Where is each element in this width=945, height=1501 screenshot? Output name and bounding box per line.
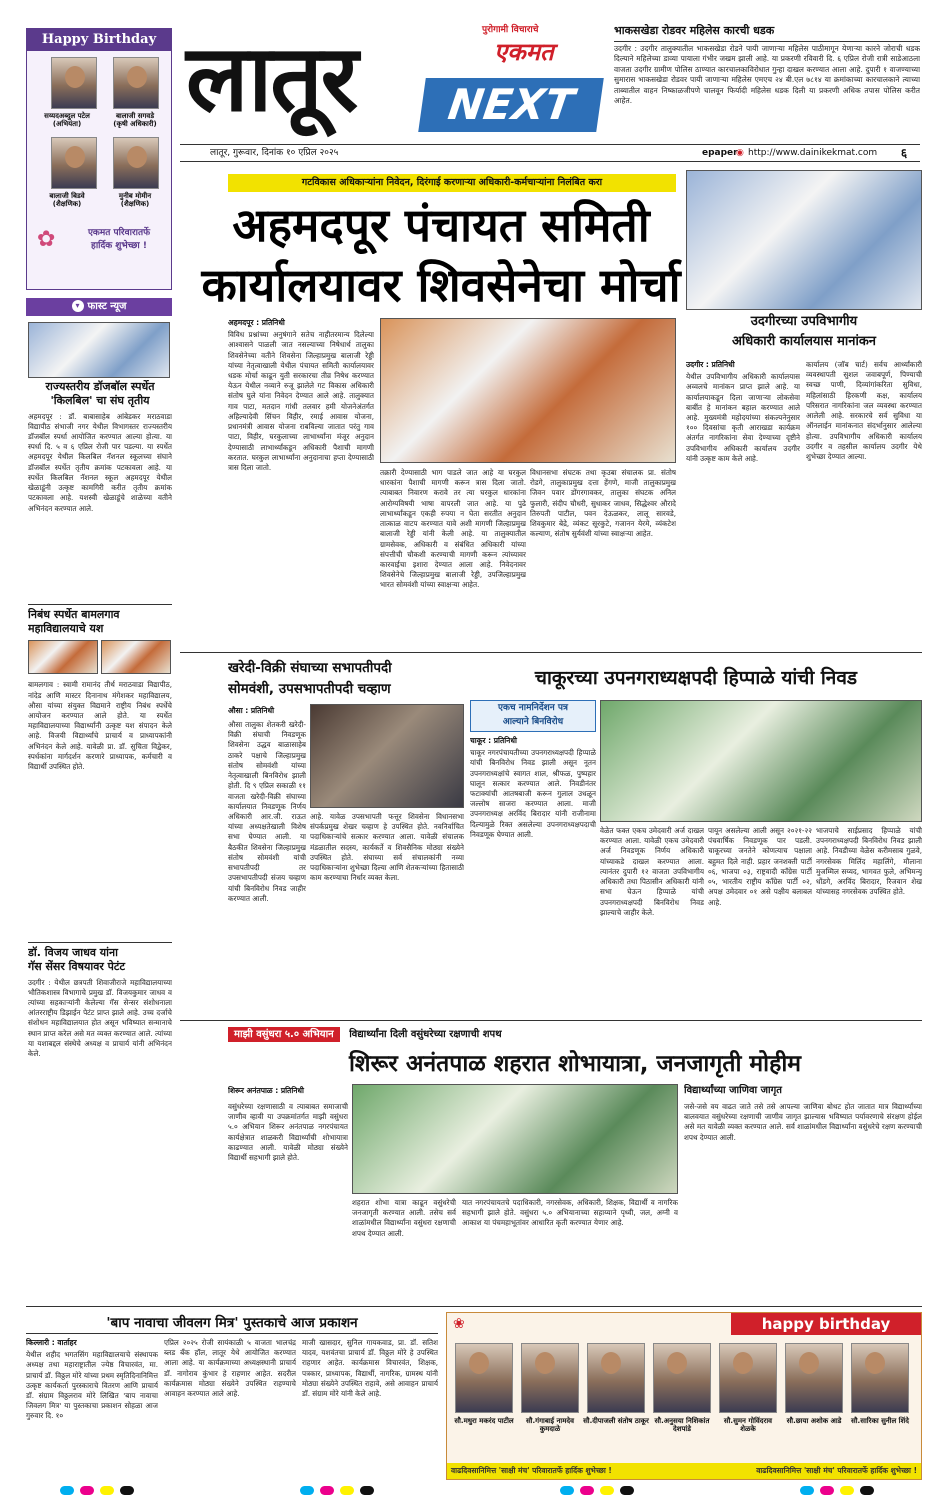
main-col-3	[530, 468, 676, 648]
main-text-3: विधानसभा संघटक तथा कृउबा संचालक प्रा. संतोष रोडगे, तालुकाप्रमुख दत्ता हेंगणे, माजी तालुकाप्रमुख जिवन पवार डोंगरगावकर, तालुका संघटक अनिल फुलारी, संदीप चौधरी, सुधाकर जाधव, सिद्धेश्वर औरादे तिरुपती पाटील, पवन देऊळकर, लालू सारवडे, शिवकुमार बेद्रे, व्यंकट सूरकुटे, गजानन येरमे, व्यंकटेश कल्याण, संतोष सुर्यवंशी यांच्या स्वाक्षऱ्या आहेत.	[530, 468, 676, 539]
shirur-kicker-text: विद्यार्थ्यांना दिली वसुंधरेच्या रक्षणाची शपथ	[349, 1029, 502, 1040]
main-text-2: तक्रारी देण्यासाठी भाग पाडले जात आहे या घरकुल धारकांना पैशाची मागणी करून त्रास दिला जातो. त्याबाबत निवारण करावे तर त्या घरकुल धारकांना आरोग्यविषयी भाषा वापरली जात आहे. या पुढे लाभार्थ्यांकडून एकही रुपया न घेता सरतीत अनुदान तात्काळ वाटप करण्यात यावे अशी मागणी जिल्हाप्रमुख बालाजी रेड्डी यांनी केली आहे. या तालुक्यातील ग्रामसेवक, अधिकारी व संबंधित अधिकारी यांच्या संपत्तीची चौकशी करण्याची मागणी करून त्यांच्यावर कारवाईचा इशारा देण्यात आला आहे. निवेदनावर शिवसेनेचे जिल्हाप्रमुख बालाजी रेड्डी, उपजिल्हाप्रमुख भारत सोमवंशी यांच्या स्वाक्षऱ्या आहेत.	[380, 468, 526, 590]
shirur-kicker-bar	[228, 1026, 922, 1044]
udgir-text-2: कार्यालय (जॉब चार्ट) सर्वच आर्थ्यांकारी व्यवस्थापती सुशल जवाबपूर्ण, पिण्याची स्वच्छ पाणी, दिव्यांगांकरिता सुविधा, महिलांसाठी हिरकणी कक्ष, कार्यालय परिसरात नागरिकांना जल व्यवस्था करण्यात आलेली आहे. सरकारचे सर्व सुविधा या ऑनलाईन मानांकनात संदर्भानुसार आलेल्या होत्या. उपविभागीय अधिकारी कार्यालय उदगीर व तहसील कार्यालय उदगीर येथे शुभेच्छा देण्यात आल्या.	[806, 360, 922, 461]
udgir-award-photo	[686, 170, 922, 310]
chakur-col-1	[470, 736, 596, 1016]
patent-headline: डॉ. विजय जाधव यांना गॅस सेंसर विषयावर पेटंट	[28, 946, 125, 974]
purchase-headline: खरेदी-विक्री संघाच्या सभापतीपदी सोमवंशी, उपसभापतीपदी चव्हाण	[228, 660, 392, 697]
chakur-text-4: भाजपाचे साईप्रसाद हिप्पाळे यांची उपनगराध्यक्षपदी बिनविरोध निवड झाली आहे. निवडीच्या वेळेस करीमसाब गुळवे, नगरसेवक मिलिंद महालिंगे, मौलाना मुजम्मिल सय्यद, भागवत फुले, अभिमन्यू धोंडगे, अरविंद बिरादार, रिजवान शेख यांच्यासह नगरसेवक उपस्थित होते.	[816, 826, 922, 897]
main-kicker: गटविकास अधिकाऱ्यांना निवेदन, दिरंगाई करणाऱ्या अधिकारी-कर्मचाऱ्यांना निलंबित करा	[228, 174, 676, 192]
birthday-photo-2	[113, 57, 159, 109]
dateline: लातूर, गुरूवार, दिनांक १० एप्रिल २०२५	[210, 148, 339, 158]
shirur-kicker-label: माझी वसुंधरा ५.० अभियान	[228, 1027, 340, 1042]
fast-news-bar: ▾ फास्ट न्यूज	[26, 298, 172, 316]
shirur-col-3	[462, 1198, 678, 1302]
patent-story	[28, 946, 172, 1100]
purchase-text-1: औसा तालुका शेतकरी खरेदी-विक्री संघाची निवडणूक शिवसेना उद्धव बाळासाहेब ठाकरे पक्षाचे जिल्हाप्रमुख संतोष सोमवंशी यांच्या नेतृत्वाखाली बिनविरोध झाली होती. दि ९ एप्रिल सकाळी ११ वाजता खरेदी-विक्री संघाच्या कार्यालयात निवडणूक निर्णय अधिकारी आर.जी. राऊत यांच्या अध्यक्षतेखाली विशेष सभा घेण्यात आली. या बैठकीत शिवसेना जिल्हाप्रमुख संतोष सोमवंशी यांची सभापतीपदी तर उपसभापतीपदी संजय चव्हाण यांची बिनविरोध निवड जाहीर करण्यात आली.	[228, 720, 306, 903]
shirur-col-4	[684, 1102, 922, 1302]
purchase-text-2: आहे. यावेळ उपसभापती फत्तूर शिवसेना विधानसभा संपर्कप्रमुख शेखर चव्हाण हे उपस्थित होते. नवनिर्वाचित पदाधिकाऱ्यांचे सत्कार करण्यात आला. यावेळी संचालक मंडळातील सदस्य, कार्यकर्ते व शिवसैनिक मोठ्या संख्येने उपस्थित होते. संघाच्या सर्व संचालकांनी नव्या पदाधिकाऱ्यांना शुभेच्छा दिल्या आणि शेतकऱ्यांच्या हितासाठी काम करण्याचा निर्धार व्यक्त केला.	[310, 812, 464, 883]
udgir-headline: उदगीरच्या उपविभागीय अधिकारी कार्यालयास मानांकन	[731, 314, 877, 350]
udgir-byline: उदगीर : प्रतिनिधी	[686, 360, 735, 369]
patent-text: उदगीर : येथील छत्रपती शिवाजीराजे महाविद्यालयाच्या भौतिकशास्त्र विभागाचे प्रमुख डॉ. विजयकुमार जाधव व त्यांच्या सहकाऱ्यांनी केलेल्या गॅस सेन्सर संशोधनाला आंतरराष्ट्रीय डिझाईन पेटंट प्राप्त झाले आहे. उच्च दर्जाचे संशोधन महाविद्यालयात होत असून भविष्यात सन्मानाचे स्थान प्राप्त करेल असे मत व्यक्त करण्यात आले. त्यांच्या या यशाबद्दल संस्थेचे अध्यक्ष व प्राचार्य यांनी अभिनंदन केले.	[28, 977, 172, 1059]
shirur-byline: शिरूर अनंतपाळ : प्रतिनिधी	[228, 1086, 304, 1095]
shirur-text-4: जसे-जसे वय वाढत जाते तसे तसे आपल्या जाणिवा बोथट होत जातात मात्र विद्यार्थ्यांच्या बालवयात वसुंधरेच्या रक्षणाची जाणीव जागृत झाल्यास भविष्यात पर्यावरणाचे संरक्षण होईल असे मत यावेळी व्यक्त करण्यात आले. सर्व शाळांमधील विद्यार्थ्यांना वसुंधरेचे रक्षण करण्याची शपथ देण्यात आली.	[684, 1102, 922, 1142]
chakur-col-3	[708, 826, 812, 1016]
bottom-photo-7	[851, 1343, 909, 1413]
chakur-text-1: चाकूर नगरपंचायतीच्या उपनगराध्यक्षपदी हिप्पाळे यांची बिनविरोध निवड झाली असून नूतन उपनगराध्यक्षांचे स्वागत शाल, श्रीफळ, पुष्पहार घालून सत्कार करण्यात आले. निवडीनंतर फटाक्यांची आतषबाजी करून गुलाल उधळून जल्लोष साजरा करण्यात आला. माजी उपनगराध्यक्ष अरविंद बिरादार यांनी राजीनामा दिल्यामुळे रिक्त असलेल्या उपनगराध्यक्षपदाची निवडणूक घेण्यात आली.	[470, 748, 596, 839]
dodgeball-headline: राज्यस्तरीय डॉजबॉल स्पर्धेत 'किलबिल' चा संघ तृतीय	[45, 380, 155, 408]
dateline-bar	[180, 144, 920, 162]
shirur-text-3: यात नगरपंचायतचे पदाधिकारी, नगरसेवक, अधिकारी, शिक्षक, विद्यार्थी व नागरिक सहभागी झाले होते. वसुंधरा ५.० अभियानाच्या सहाय्याने पृथ्वी, जल, अग्नी व आकाश या पंचमहाभूतांवर आधारित कृती करण्यात येणार आहे.	[462, 1198, 678, 1228]
dodgeball-story	[28, 380, 172, 600]
bottom-name-1: सौ.मधुरा मकरंद पाटील	[454, 1417, 514, 1425]
bottom-photo-5	[719, 1343, 777, 1413]
book-headline: 'बाप नावाचा जीवलग मित्र' पुस्तकाचे आज प्रकाशन	[26, 1312, 438, 1334]
chakur-text-2: वेळेत फक्त एकच उमेदवारी अर्ज दाखल करण्यात आला. यावेळी एकच उमेदवारी अर्ज निवडणूक निर्णय अधिकारी यांच्याकडे दाखल करण्यात आला. त्यानंतर दुपारी १२ वाजता उपविभागीय अधिकारी तथा पिठासीन अधिकारी यांनी सभा घेऊन हिप्पाळे यांची उपनगराध्यक्षपदी बिनविरोध निवड झाल्याचे जाहीर केले.	[600, 826, 704, 917]
shirur-sub: विद्यार्थ्यांच्या जाणिवा जागृत	[684, 1085, 782, 1096]
essay-story	[28, 608, 172, 938]
main-rally-photo	[380, 318, 676, 463]
birthday-photo-3	[51, 137, 97, 189]
balloon-icon: ❀	[453, 1316, 465, 1332]
bottom-photo-6	[785, 1343, 843, 1413]
book-text-2: एप्रिल २०२५ रोजी सायंकाळी ५ वाजता भालचंद्र ब्लड बँक हॉल, लातूर येथे आयोजित करण्यात आला आहे. या कार्यक्रमाच्या अध्यक्षस्थानी प्राचार्य डॉ. नागोराव कुंभार हे राहणार आहेत. सदरील कार्यक्रमास मोठ्या संख्येने उपस्थित राहण्याचे आवाहन करण्यात आले आहे.	[164, 1338, 296, 1399]
shirur-photo	[352, 1084, 678, 1194]
birthday-photo-4	[113, 137, 159, 189]
main-text-1: विविध प्रश्नांच्या अनुषंगाने सतेच नाहीतरमान्य दिलेल्या आश्वासने पाळली जात नसल्याच्या निषेधार्थ तालुका शिवसेनेच्या वतीने शिवसेना जिल्हाप्रमुख बालाजी रेड्डी यांच्या नेतृत्वाखाली येथील पंचायत समिती कार्यालयावर धडक मोर्चा काढून युती सरकारचा तीव्र निषेध करण्यात येऊन येथील नव्याने रुजू झालेले गट विकास अधिकारी संतोष घुले यांना निवेदन देण्यात आले आहे. तालुक्यात गाव पाटा, मतदान गांधी तलवार हमी योजनेअंतर्गत अहिल्यादेवी सिंचन विहीर, रमाई आवास योजना, प्रधानमंत्री आवास योजना राबविल्या जातात परंतु गाव पाटा, विहीर, घरकुलाच्या लाभार्थ्यांना मंजूर अनुदान देण्यासाठी लाभार्थ्यांकडून अधिकारी पैशाची मागणी करतात. घरकुल लाभार्थ्यांना अनुदानाचा हप्ता देण्यासाठी त्रास दिला जातो.	[228, 330, 374, 472]
essay-photo-2	[101, 640, 171, 674]
bottom-name-4: सौ.अनुसया निशिकांत देशपांडे	[654, 1417, 710, 1434]
book-text-3: माजी खासदार, सुनिल गायकवाड, प्रा. डॉ. सतिश यादव, यशवंतचा प्राचार्य डॉ. विठ्ठल मोरे हे उपस्थित राहणार आहेत. कार्यक्रमास विचारवंत, शिक्षक, पत्रकार, प्राध्यापक, विद्यार्थी, नागरिक, ग्रामस्थ यांनी मोठ्या संख्येने उपस्थित राहावे, असे आवाहन प्राचार्य डॉ. संग्राम मोरे यांनी केले आहे.	[302, 1338, 438, 1399]
book-col-3	[302, 1338, 438, 1478]
essay-photo-1	[28, 640, 98, 674]
main-headline-2: कार्यालयावर शिवसेनेचा मोर्चा	[201, 258, 681, 312]
bottom-name-6: सौ.छाया अशोक आडे	[786, 1417, 842, 1425]
chakur-byline: चाकूर : प्रतिनिधी	[470, 736, 517, 745]
book-text-1: येथील शहीद भगतसिंग महाविद्यालयाचे संस्थापक अध्यक्ष तथा महाराष्ट्रातील ज्येष्ठ विचारवंत, मा. प्राचार्य डॉ. विठ्ठल मोरे यांच्या प्रथम स्मृतिदिनानिमित्त उत्कृष्ट कार्यकर्ता पुरस्काराचे वितरण आणि प्राचार्य डॉ. संग्राम विठ्ठलराव मोरे लिखित 'बाप नावाचा जिवलग मित्र' या पुस्तकाचा प्रकाशन सोहळा आज गुरुवार दि. १०	[26, 1350, 158, 1421]
brand-tag: पुरोगामी विचाराचे	[482, 25, 539, 35]
purchase-col-2	[310, 812, 464, 1016]
globe-icon: ◉	[736, 148, 744, 158]
book-col-1	[26, 1338, 158, 1478]
birthday-name-3: बालाजी बिडवे (शैक्षणिक)	[49, 192, 85, 209]
essay-text: बामलगाव : स्वामी रामानंद तीर्थ मराठवाडा विद्यापीठ, नांदेड आणि मास्टर दिनानाथ मंगेशकर महाविद्यालय, औसा यांच्या संयुक्त विद्यमाने राष्ट्रीय निबंध स्पर्धेचे आयोजन करण्यात आले होते. या स्पर्धेत महाविद्यालयाच्या विद्यार्थ्यांनी उत्कृष्ट यश संपादन केले आहे. विजयी विद्यार्थ्यांचे प्राचार्य व प्राध्यापकांनी अभिनंदन केले आहे. यावेळी प्रा. डॉ. सुचिता विद्वेकर, स्पर्धकांना मार्गदर्शन करणारे प्राध्यापक, कर्मचारी व विद्यार्थी उपस्थित होते.	[28, 680, 172, 772]
brand-logo: एकमत	[494, 38, 554, 66]
birthday-box	[26, 28, 172, 290]
top-right-text: उदगीर : उदगीर तालुक्यातील भाकसखेडा रोडने पायी जाणाऱ्या महिलेस पाठीमागून येणाऱ्या कारने जोराची धडक दिल्याने महिलेच्या डाव्या पायाला गंभीर जखम झाली आहे. या प्रकरणी रविवारी दि. ६ एप्रिल रोजी रात्री साडेआठला वाजता उदगीर ग्रामीण पोलिस ठाण्यात कारचालकाविरोधात गुन्हा दाखल करण्यात आला आहे. दुपारी १ वाजण्याच्या सुमारास भाकसखेडा रोडवर पायी जाणाऱ्या महिलेस एमएच २४ बी.एल ७८१४ या क्रमांकाच्या कारचालकाने त्याच्या ताब्यातील वाहन निष्काळजीपणे चालवून फिर्यादी महिलेस धडक दिली या प्रकरणी अधिक तपास पोलिस करीत आहेत.	[614, 43, 920, 106]
epaper-label: epaper	[702, 148, 738, 158]
birthday-photo-1	[51, 57, 97, 109]
shirur-col-2	[352, 1198, 456, 1302]
shirur-headline: शिरूर अनंतपाळ शहरात शोभायात्रा, जनजागृती मोहीम	[348, 1051, 802, 1077]
purchase-photo	[310, 704, 464, 808]
bottom-name-3: सौ.दीपाजली संतोष ठाकूर	[583, 1417, 649, 1425]
masthead-title: लातूर	[186, 25, 357, 132]
bottom-photo-1	[455, 1343, 513, 1413]
shirur-text-2: शहरात शोभा यात्रा काढून वसुंधरेची जनजागृती करण्यात आली. तसेच सर्व शाळांमधील विद्यार्थ्यांना वसुंधरा रक्षणाची शपथ देण्यात आली.	[352, 1198, 456, 1238]
chakur-col-2	[600, 826, 704, 1016]
birthday-name-2: बालाजी सगवडे (कृषी अधिकारी)	[113, 112, 157, 129]
purchase-col-1	[228, 720, 306, 1016]
shirur-text-1: वसुंधरेच्या रक्षणासाठी व त्याबाबत समाजाची जाणीव व्हावी या उपक्रमांतर्गत माझी वसुंधरा ५.० अभियान शिरूर अनंतपाळ नगरपंचायत कार्यक्षेत्रात शाळकरी विद्यार्थ्यांची शोभायात्रा काढण्यात आली. यावेळी मोठ्या संख्येने विद्यार्थी सहभागी झाले होते.	[228, 1102, 348, 1163]
chakur-kicker: एकच नामनिर्देशन पत्र आल्याने बिनविरोध	[470, 700, 596, 732]
udgir-text-1: येथील उपविभागीय अधिकारी कार्यालयास अव्वलचे मानांकन प्राप्त झाले आहे. या कार्यालयाकडून दिला जाणाऱ्या लोकसेवा बाबींत हे मानांकन बहाल करण्यात आले आहे. मुख्यमंत्री महोदयांच्या संकल्पनेनुसार १०० दिवसांचा कृती आराखडा कार्यक्रम अंतर्गत नागरिकांना सेवा देण्याच्या दृष्टीने उपविभागीय अधिकारी कार्यालय उदगीर यांनी उत्कृष्ट काम केले आहे.	[686, 372, 800, 463]
main-byline: अहमदपूर : प्रतिनिधी	[228, 318, 285, 327]
udgir-col-1	[686, 360, 800, 648]
bottom-birthday-title: happy birthday	[731, 1313, 921, 1335]
dodgeball-team-photo	[28, 322, 170, 378]
color-registration-strip	[60, 1486, 880, 1496]
chakur-text-3: पायून असलेल्या आली असून २०२१-२२ पंचवार्षिक निवडणूक पार पडली. चाकूरच्या जनतेने कोणत्याच पक्षाला बहुमत दिले नाही. प्रहार जनशक्ती पार्टी ०६, भाजपा ०३, राष्ट्रवादी काँग्रेस पार्टी ०५, भारतीय राष्ट्रीय काँग्रेस पार्टी ०२, अपक्ष उमेदवार ०१ असे पक्षीय बलाबल आहे.	[708, 826, 812, 907]
fast-news-icon: ▾	[72, 300, 84, 312]
bouquet-icon: ✿	[37, 227, 56, 252]
chakur-col-4	[816, 826, 922, 1016]
shirur-col-1	[228, 1102, 348, 1302]
bottom-name-2: सौ.गंगाबाई नामदेव कुमदाळे	[525, 1417, 575, 1434]
udgir-col-2	[806, 360, 922, 648]
purchase-byline: औसा : प्रतिनिधी	[228, 706, 275, 715]
bottom-name-5: सौ.सुमन गोविंदराव शेळके	[723, 1417, 773, 1434]
birthday-wish: एकमत परिवारातर्फे हार्दिक शुभेच्छा !	[87, 228, 151, 251]
bottom-name-7: सौ.सारिका सुनील शिंदे	[851, 1417, 909, 1425]
birthday-title: Happy Birthday	[27, 29, 171, 51]
birthday-name-1: सय्यदअब्दुल पटेल (अभियंता)	[44, 112, 90, 129]
main-headline-1: अहमदपूर पंचायत समिती	[232, 198, 650, 252]
bottom-photo-4	[653, 1343, 711, 1413]
bottom-birthday-box	[446, 1312, 922, 1480]
bottom-photo-3	[587, 1343, 645, 1413]
masthead	[180, 22, 610, 144]
main-col-1	[228, 318, 374, 648]
birthday-name-4: मुनीब मोमीन (शैक्षणिक)	[118, 192, 152, 209]
essay-headline: निबंध स्पर्धेत बामलगाव महाविद्यालयाचे यश	[28, 608, 120, 636]
dodgeball-text: अहमदपूर : डॉ. बाबासाहेब आंबेडकर मराठवाडा विद्यापीठ संभाजी नगर येथील विभागस्तर राज्यस्तरीय डॉजबॉल स्पर्धा आयोजित करण्यात आल्या होत्या. या स्पर्धा दि. ५ व ६ एप्रिल रोजी पार पडल्या. या स्पर्धेत अहमदपूर येथील किलबिल नॅशनल स्कूलच्या संघाने डॉजबॉल स्पर्धेत तृतीय क्रमांक पटकावला आहे. या स्पर्धेत किलबिल नॅशनल स्कूल अहमदपूर येथील खेळाडूंनी उत्कृष्ट कामगिरी करीत तृतीय क्रमांक पटकावला आहे. यशस्वी खेळाडूंचे शाळेच्या वतीने अभिनंदन करण्यात आले.	[28, 411, 172, 513]
top-right-headline: भाकसखेडा रोडवर महिलेस कारची धडक	[614, 24, 920, 42]
bottom-birthday-footer: वाढदिवसानिमित्त 'साक्षी मंच' परिवारातर्फे हार्दिक शुभेच्छा ! वाढदिवसानिमित्त 'साक्षी मंच' परिवारातर्फे हार्दिक शुभेच्छा !	[447, 1463, 921, 1479]
bottom-photo-2	[521, 1343, 579, 1413]
chakur-photo	[600, 700, 922, 822]
next-logo: NEXT	[418, 78, 604, 132]
book-byline: किल्लारी : वार्ताहर	[26, 1338, 77, 1347]
epaper-link[interactable]: http://www.dainikekmat.com	[748, 148, 878, 158]
main-col-2	[380, 468, 526, 648]
chakur-headline: चाकूरच्या उपनगराध्यक्षपदी हिप्पाळे यांची निवड	[534, 667, 858, 689]
book-col-2	[164, 1338, 296, 1478]
top-right-story	[614, 24, 920, 142]
page-number: ६	[900, 146, 908, 160]
